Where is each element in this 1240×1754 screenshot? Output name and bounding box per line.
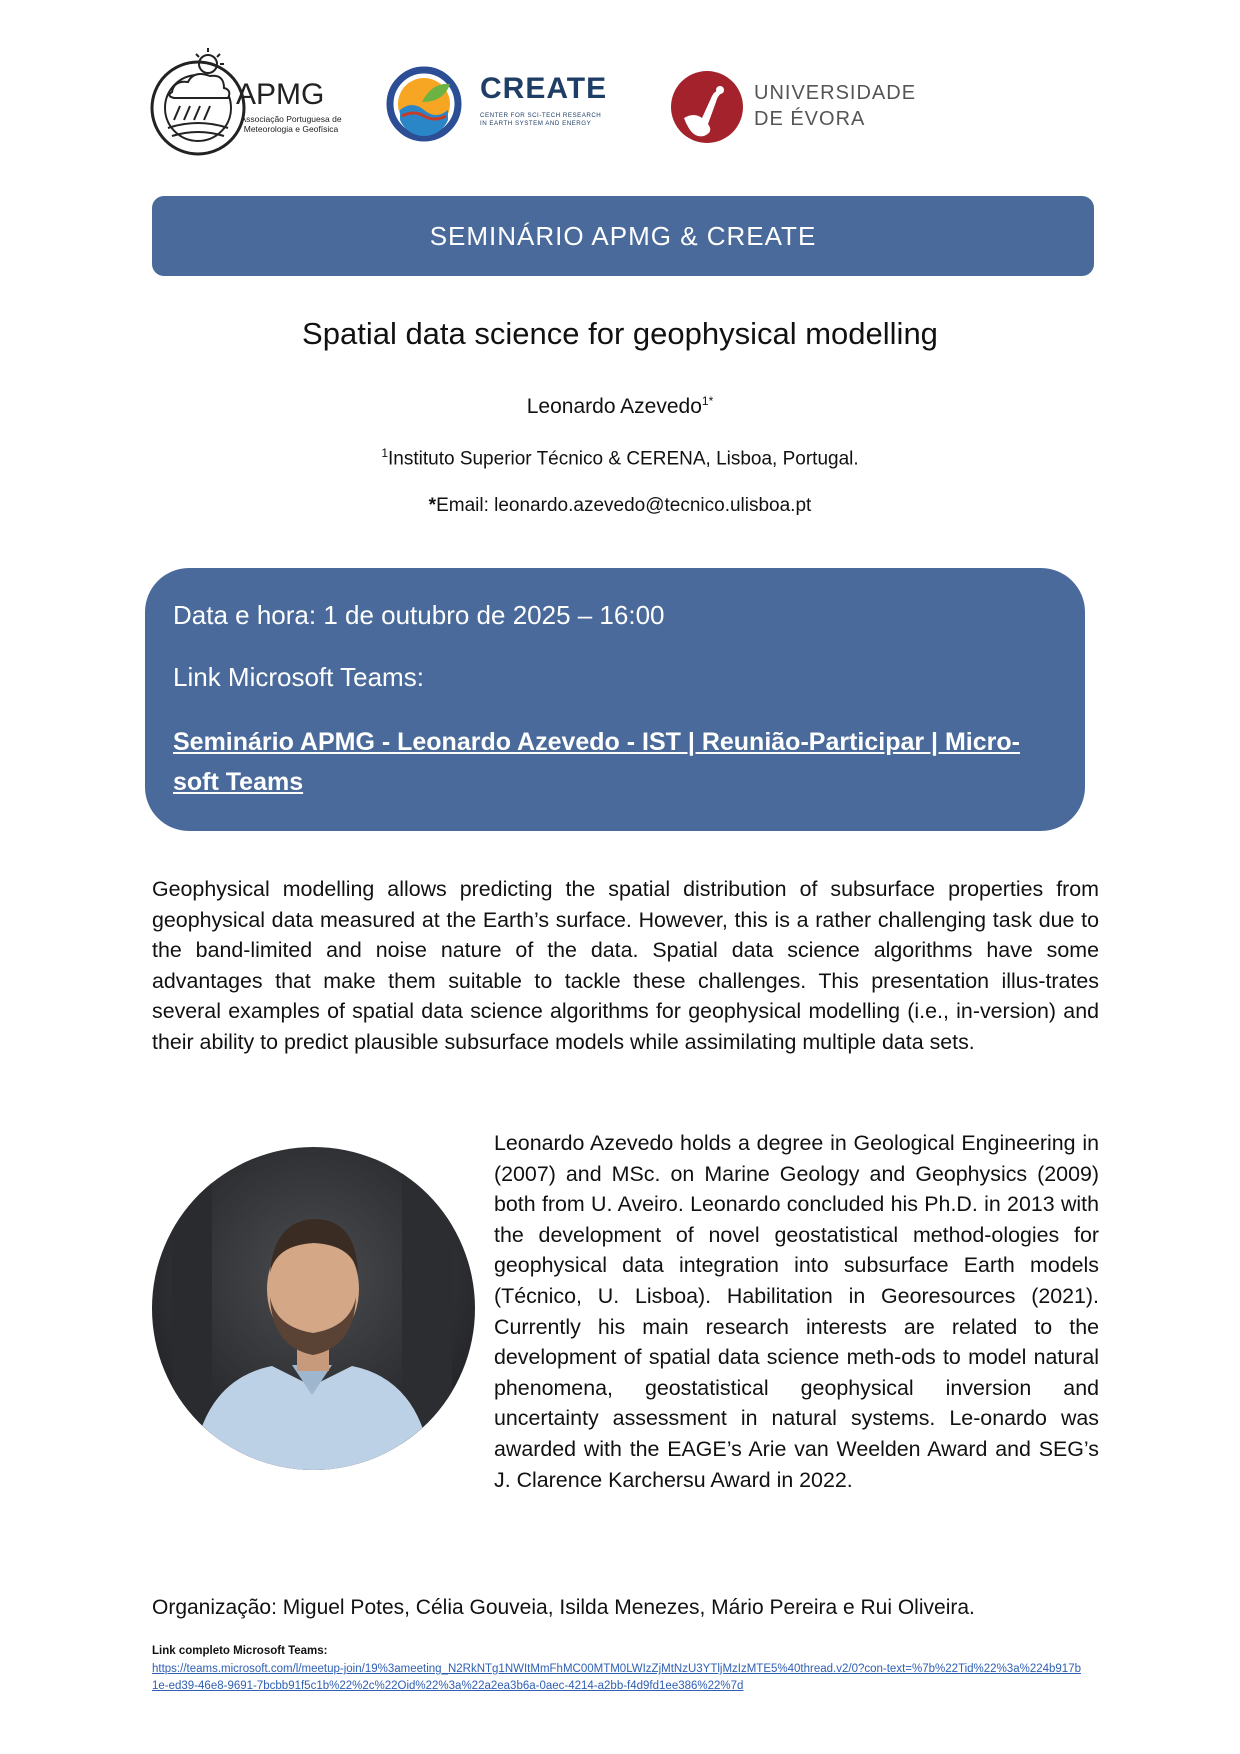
bio-text: holds a degree in Geological Engineering in (2007) and MSc. on Marine Geology and Geophysics (2009) both from U. Aveiro. Leonardo concluded his Ph.D. in 2013 with the development of novel geostatistical method-ologies for geophysical data integration into subsurface Earth models (Técnico, U. Lisboa). Habilitation in Georesources (2021). Currently his main research interests are related to the development of spatial data science meth-ods to model natural phenomena, geostatistical geophysical inversion and uncertainty assessment in natural systems. Le-onardo was awarded with the EAGE’s Arie van Weelden Award and SEG’s J. Clarence Karchersu Award in 2022. <box>494 1131 1100 1492</box>
bio-name: Leonardo Azevedo <box>494 1131 674 1155</box>
abstract-paragraph: Geophysical modelling allows predicting the spatial distribution of subsurface properties from geophysical data measured at the Earth’s surface. However, this is a rather challenging task due to the band-limited and noise nature of the data. Spatial data science algorithms have some advantages that make them suitable to tackle these challenges. This presentation illus-trates several examples of spatial data science algorithms for geophysical modelling (i.e., in-version) and their ability to predict plausible subsurface models while assimilating multiple data sets. <box>152 877 1099 1054</box>
email-asterisk: * <box>428 495 437 516</box>
seminar-banner: SEMINÁRIO APMG & CREATE <box>152 196 1094 276</box>
event-datetime: Data e hora: 1 de outubro de 2025 – 16:00 <box>173 600 665 630</box>
author-line <box>0 394 1240 419</box>
evora-emblem-icon <box>670 70 744 144</box>
create-emblem-icon <box>386 66 462 142</box>
event-info-box <box>145 568 1085 831</box>
author-superscript: 1* <box>701 394 714 408</box>
talk-title: Spatial data science for geophysical modelling <box>302 316 938 351</box>
evora-logo-line1: UNIVERSIDADE <box>754 82 917 104</box>
email-line <box>0 495 1240 517</box>
evora-logo-line2: DE ÉVORA <box>754 108 866 130</box>
affiliation-superscript: 1 <box>381 446 388 460</box>
email-text: Email: leonardo.azevedo@tecnico.ulisboa.pt <box>436 495 812 516</box>
apmg-logo-name: APMG <box>236 78 325 111</box>
author-name: Leonardo Azevedo <box>526 395 702 418</box>
full-teams-url[interactable]: https://teams.microsoft.com/l/meetup-join/19%3ameeting_N2RkNTg1NWItMmFhMC00MTM0LWIzZjMtNzU3YTljMzIzMTE5%40thread.v2/0?con-text=%7b%22Tid%22%3a%224b917b1e-ed39-46e8-9691-7bcbb91f5c1b%22%2c%22Oid%22%3a%22a2ea3b6a-0aec-4214-a2bb-f4d9fd1ee386%22%7d <box>152 1663 1081 1692</box>
create-logo-subtitle: CENTER FOR SCI-TECH RESEARCH IN EARTH SYSTEM AND ENERGY <box>480 112 602 127</box>
create-logo-name: CREATE <box>480 72 608 105</box>
affiliation-line <box>0 446 1240 470</box>
speaker-portrait-image <box>152 1147 475 1470</box>
apmg-logo-subtitle: Associação Portuguesa de Meteorologia e Geofísica <box>240 114 342 134</box>
full-link-label: Link completo Microsoft Teams: <box>152 1645 328 1657</box>
teams-link-label: Link Microsoft Teams: <box>173 662 424 692</box>
speaker-bio <box>494 1128 1099 1495</box>
evora-logo <box>670 70 917 144</box>
affiliation-text: Instituto Superior Técnico & CERENA, Lisboa, Portugal. <box>388 448 859 470</box>
create-logo <box>386 66 616 146</box>
apmg-logo <box>150 46 340 156</box>
teams-meeting-link[interactable]: Seminário APMG - Leonardo Azevedo - IST | Reunião-Participar | Micro-soft Teams <box>173 728 1020 796</box>
speaker-photo <box>152 1147 475 1470</box>
organizers-line: Organização: Miguel Potes, Célia Gouveia, Isilda Menezes, Mário Pereira e Rui Oliveira. <box>152 1596 975 1619</box>
